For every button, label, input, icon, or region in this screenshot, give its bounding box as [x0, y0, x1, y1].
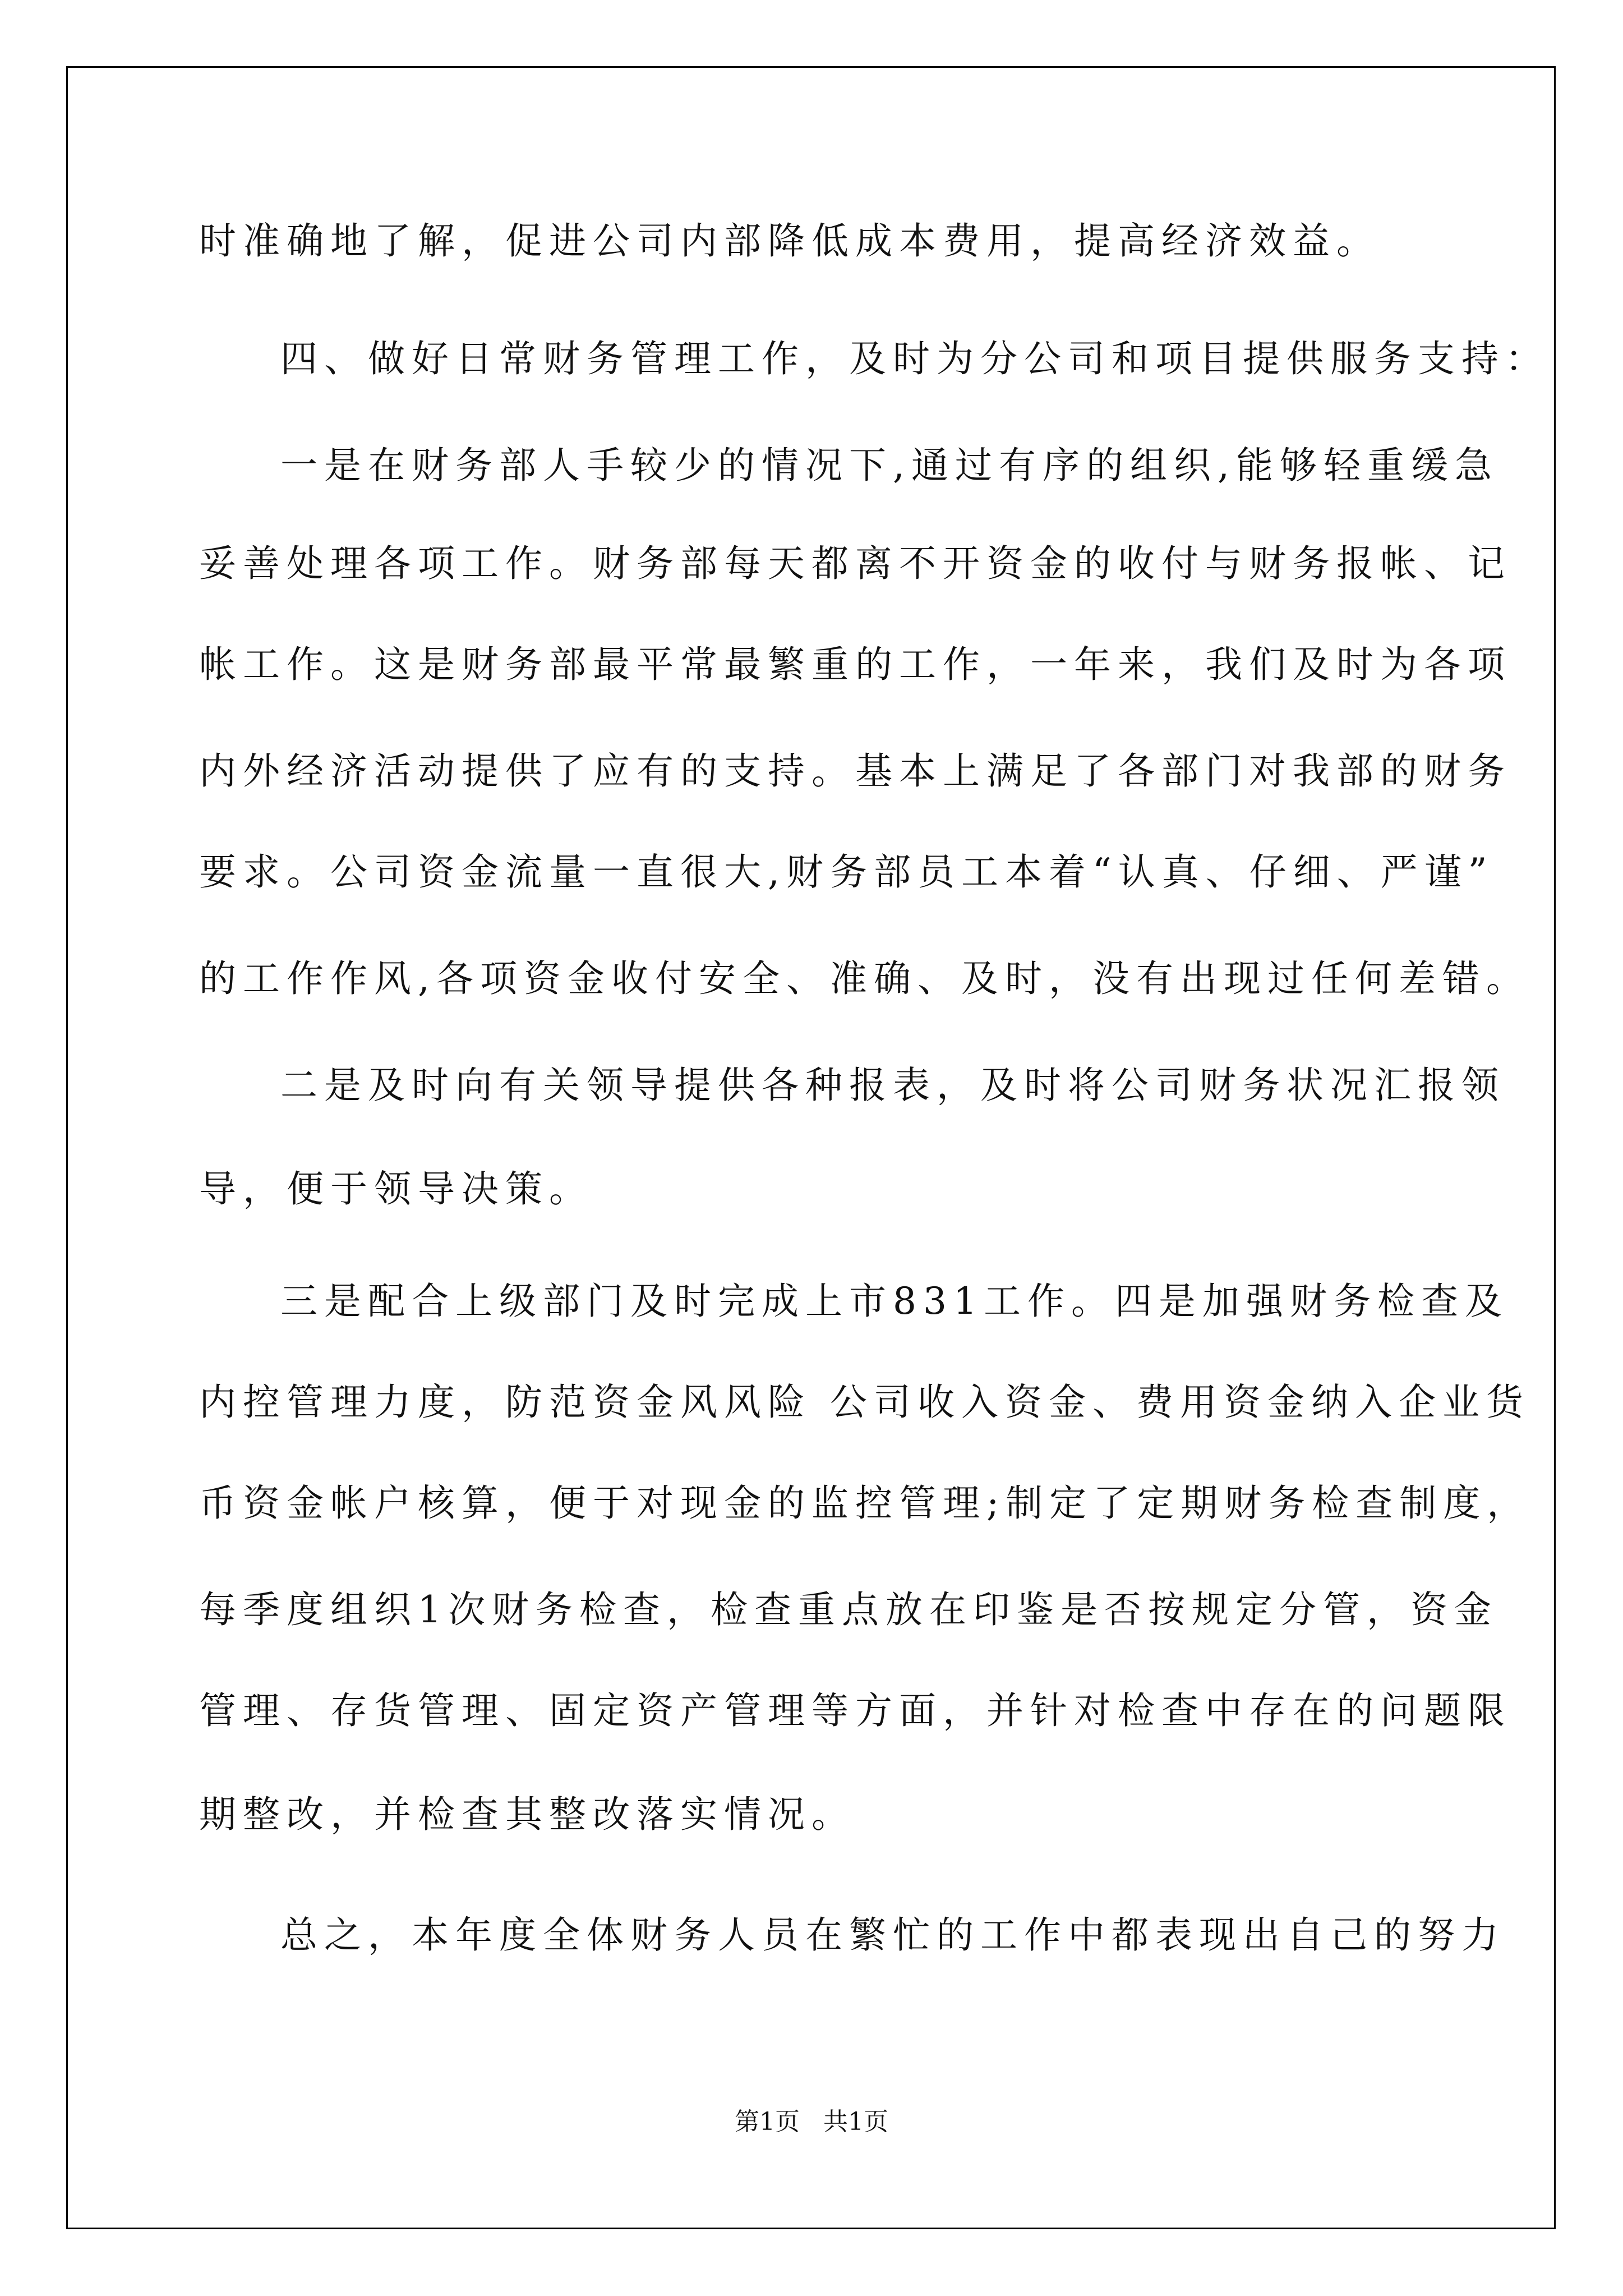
text-line: 三是配合上级部门及时完成上市831工作。四是加强财务检查及 [280, 1280, 1509, 1323]
text-line: 一是在财务部人手较少的情况下,通过有序的组织,能够轻重缓急 [280, 444, 1498, 487]
text-line: 导，便于领导决策。 [199, 1167, 593, 1211]
text-line: 总之，本年度全体财务人员在繁忙的工作中都表现出自己的努力 [280, 1913, 1505, 1957]
text-line: 帐工作。这是财务部最平常最繁重的工作，一年来，我们及时为各项 [199, 643, 1511, 686]
text-line: 时准确地了解，促进公司内部降低成本费用，提高经济效益。 [199, 219, 1380, 263]
text-line: 每季度组织1次财务检查，检查重点放在印鉴是否按规定分管，资金 [199, 1588, 1498, 1631]
page-footer: 第1页 共1页 [735, 2108, 888, 2136]
page-border [66, 66, 1556, 2229]
text-line: 币资金帐户核算，便于对现金的监控管理;制定了定期财务检查制度， [199, 1481, 1531, 1525]
text-line: 要求。公司资金流量一直很大,财务部员工本着“认真、仔细、严谨” [199, 850, 1494, 894]
text-line: 内外经济活动提供了应有的支持。基本上满足了各部门对我部的财务 [199, 749, 1511, 793]
text-line: 妥善处理各项工作。财务部每天都离不开资金的收付与财务报帐、记 [199, 542, 1511, 585]
text-line: 管理、存货管理、固定资产管理等方面，并针对检查中存在的问题限 [199, 1689, 1511, 1732]
text-line: 四、做好日常财务管理工作，及时为分公司和项目提供服务支持： [280, 337, 1549, 380]
text-line: 二是及时向有关领导提供各种报表，及时将公司财务状况汇报领 [280, 1064, 1505, 1107]
text-line: 内控管理力度，防范资金风风险 公司收入资金、费用资金纳入企业货 [199, 1381, 1530, 1424]
text-line: 期整改，并检查其整改落实情况。 [199, 1793, 855, 1836]
text-line: 的工作作风,各项资金收付安全、准确、及时，没有出现过任何差错。 [199, 957, 1530, 1000]
